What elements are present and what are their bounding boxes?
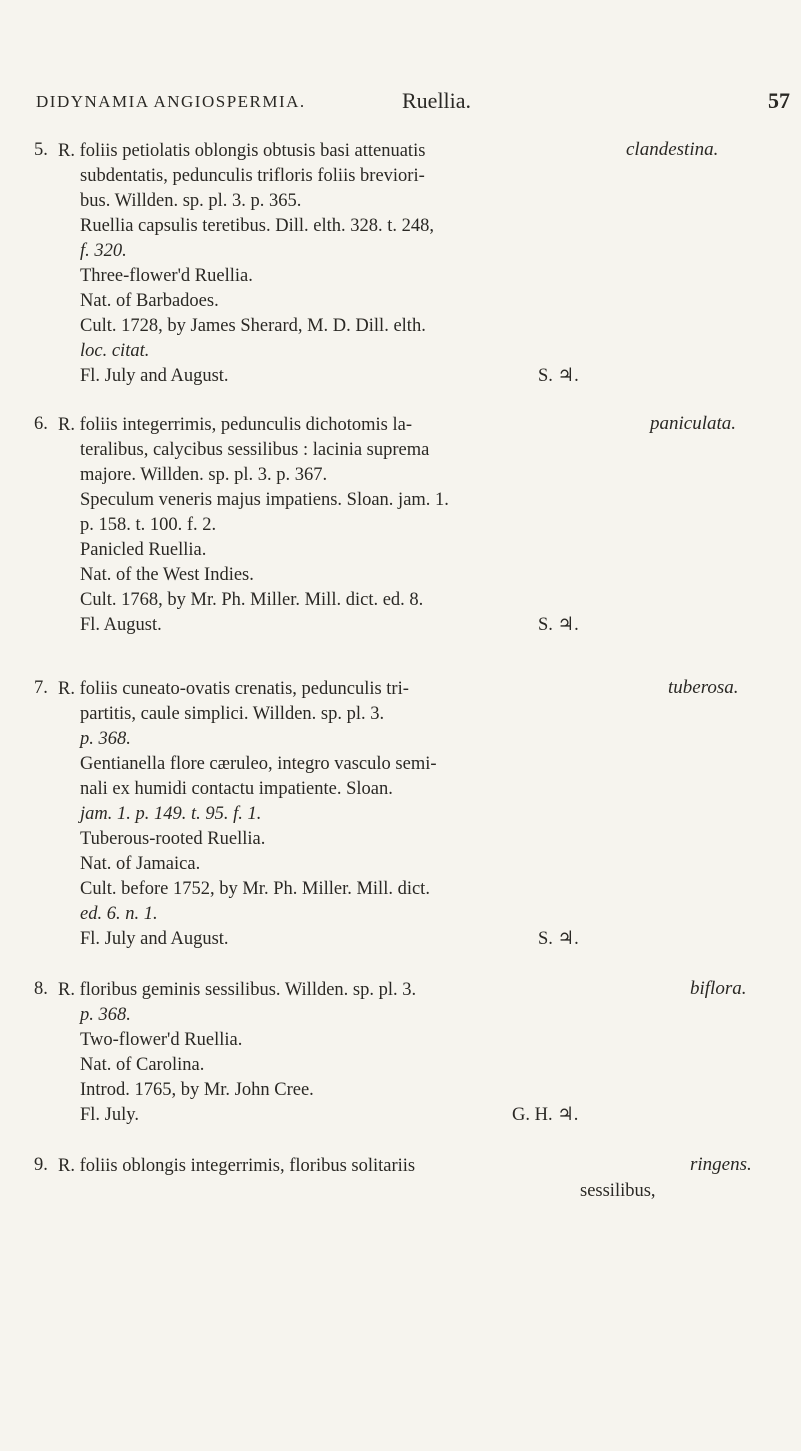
entry-line: Nat. of the West Indies.: [80, 565, 254, 585]
entry-line: sessilibus,: [580, 1181, 656, 1201]
entry-line: Fl. July and August.: [80, 366, 229, 386]
entry-line: Fl. August.: [80, 615, 162, 635]
header-class-order: DIDYNAMIA ANGIOSPERMIA.: [36, 92, 306, 111]
entry-line: Three-flower'd Ruellia.: [80, 266, 253, 286]
status-symbol: S. ♃.: [538, 929, 579, 949]
entry-line: f. 320.: [80, 241, 127, 261]
status-symbol: S. ♃.: [538, 366, 579, 386]
entry-number: 8.: [34, 979, 48, 999]
species-epithet: tuberosa.: [668, 677, 739, 698]
entry-line: nali ex humidi contactu impatiente. Sloan.: [80, 779, 393, 799]
entry-line: p. 368.: [80, 1005, 131, 1025]
entry-line: R. floribus geminis sessilibus. Willden. sp. pl. 3.: [58, 980, 417, 1000]
entry-line: Fl. July.: [80, 1105, 139, 1125]
entry-line: Gentianella flore cæruleo, integro vasculo semi-: [80, 754, 437, 774]
header-genus: Ruellia.: [402, 88, 472, 113]
entry-line: R. foliis integerrimis, pedunculis dichotomis la-: [58, 415, 413, 435]
entry-line: Speculum veneris majus impatiens. Sloan. jam. 1.: [80, 490, 449, 510]
species-epithet: clandestina.: [626, 139, 719, 160]
entry-line: loc. citat.: [80, 341, 150, 361]
entry-line: R. foliis oblongis integerrimis, floribus solitariis: [58, 1156, 416, 1176]
status-symbol: S. ♃.: [538, 615, 579, 635]
entry-line: R. foliis petiolatis oblongis obtusis basi attenuatis: [58, 141, 426, 161]
entry-line: Nat. of Jamaica.: [80, 854, 201, 874]
entry-line: Tuberous-rooted Ruellia.: [80, 829, 266, 849]
entry-line: Two-flower'd Ruellia.: [80, 1030, 243, 1050]
species-epithet: paniculata.: [650, 413, 737, 434]
entry-line: R. foliis cuneato-ovatis crenatis, pedunculis tri-: [58, 679, 409, 699]
entry-line: Cult. 1728, by James Sherard, M. D. Dill. elth.: [80, 316, 426, 336]
entry-line: p. 368.: [80, 729, 131, 749]
entry-line: Cult. before 1752, by Mr. Ph. Miller. Mill. dict.: [80, 879, 430, 899]
entry-line: Introd. 1765, by Mr. John Cree.: [80, 1080, 314, 1100]
status-symbol: G. H. ♃.: [512, 1105, 579, 1125]
entry-line: Panicled Ruellia.: [80, 540, 207, 560]
species-epithet: ringens.: [690, 1154, 752, 1175]
entry-line: p. 158. t. 100. f. 2.: [80, 515, 217, 535]
entry-line: Ruellia capsulis teretibus. Dill. elth. 328. t. 248,: [80, 216, 435, 236]
entry-line: ed. 6. n. 1.: [80, 904, 158, 924]
entry-line: Nat. of Barbadoes.: [80, 291, 219, 311]
entry-line: bus. Willden. sp. pl. 3. p. 365.: [80, 191, 302, 211]
entry-line: majore. Willden. sp. pl. 3. p. 367.: [80, 465, 328, 485]
entry-line: Fl. July and August.: [80, 929, 229, 949]
entry-line: partitis, caule simplici. Willden. sp. pl. 3.: [80, 704, 385, 724]
entry-number: 5.: [34, 140, 48, 160]
entry-line: subdentatis, pedunculis trifloris foliis breviori-: [80, 166, 425, 186]
entry-number: 6.: [34, 414, 48, 434]
page-number: 57: [768, 88, 790, 113]
entry-number: 7.: [34, 678, 48, 698]
entry-line: jam. 1. p. 149. t. 95. f. 1.: [80, 804, 262, 824]
running-header: [36, 88, 796, 120]
entry-line: Cult. 1768, by Mr. Ph. Miller. Mill. dict. ed. 8.: [80, 590, 424, 610]
entry-line: Nat. of Carolina.: [80, 1055, 205, 1075]
entry-line: teralibus, calycibus sessilibus : lacinia suprema: [80, 440, 430, 460]
entry-number: 9.: [34, 1155, 48, 1175]
species-epithet: biflora.: [690, 978, 747, 999]
